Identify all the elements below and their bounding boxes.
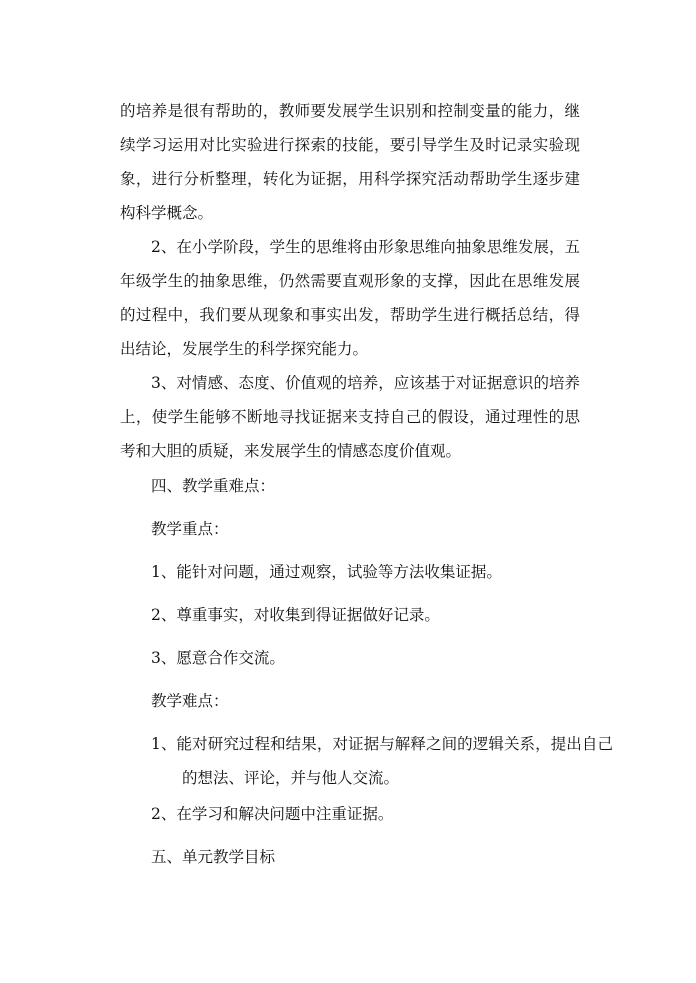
key-point-item: 2、尊重事实，对收集到得证据做好记录。 [151,606,440,624]
difficulties-label: 教学难点： [151,692,229,710]
section-heading-unit-objectives: 五、单元教学目标 [151,848,276,866]
difficulty-item: 2、在学习和解决问题中注重证据。 [151,805,394,823]
section-heading-key-difficulties: 四、教学重难点： [151,477,276,495]
paragraph-emotion-attitude: 3、对情感、态度、价值观的培养，应该基于对证据意识的培养上，使学生能够不断地寻找证据来支持自己的假设，通过理性的思考和大胆的质疑，来发展学生的情感态度价值观。 [120,374,580,460]
key-point-item: 3、愿意合作交流。 [151,649,285,667]
difficulty-item: 1、能对研究过程和结果，对证据与解释之间的逻辑关系，提出自己的想法、评论，并与他人交流。 [151,735,613,787]
paragraph-thinking-development: 2、在小学阶段，学生的思维将由形象思维向抽象思维发展，五年级学生的抽象思维，仍然需要直观形象的支撑，因此在思维发展的过程中，我们要从现象和事实出发，帮助学生进行概括总结，得出结论，发展学生的科学探究能力。 [120,238,580,358]
key-points-label: 教学重点： [151,520,229,538]
key-point-item: 1、能针对问题，通过观察，试验等方法收集证据。 [151,563,502,581]
paragraph-science-inquiry: 的培养是很有帮助的，教师要发展学生识别和控制变量的能力，继续学习运用对比实验进行探索的技能，要引导学生及时记录实验现象，进行分析整理，转化为证据，用科学探究活动帮助学生逐步建构科学概念。 [120,102,580,222]
